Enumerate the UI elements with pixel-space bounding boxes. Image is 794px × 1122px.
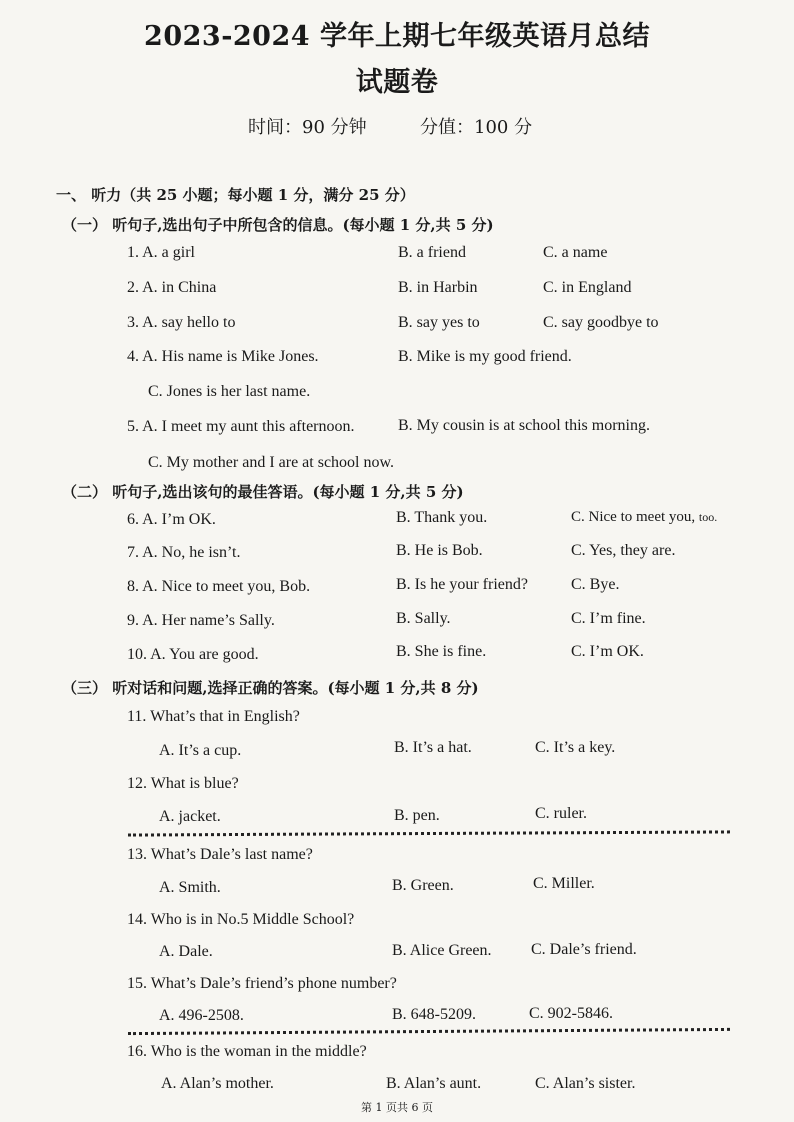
q7-option-a: 7. A. No, he isn’t. [127,544,241,561]
part-heading-listening: 一、 听力（共 25 小题；每小题 1 分，满分 25 分） [56,186,415,204]
q5-option-a: 5. A. I meet my aunt this afternoon. [127,418,355,435]
q4-option-b: B. Mike is my good friend. [398,348,572,365]
q10-option-b: B. She is fine. [396,643,487,660]
q15-option-c: C. 902-5846. [529,1005,613,1022]
q15-option-b: B. 648-5209. [392,1006,476,1023]
fold-line-1 [128,830,730,836]
fold-line-2 [128,1028,730,1035]
q13-option-b: B. Green. [392,877,454,894]
q13-option-c: C. Miller. [533,875,595,892]
q1-option-b: B. a friend [398,244,466,261]
q14-stem: 14. Who is in No.5 Middle School? [127,911,355,928]
q11-option-c: C. It’s a key. [535,739,616,756]
q3-option-a: 3. A. say hello to [127,314,236,331]
q13-stem: 13. What’s Dale’s last name? [127,846,313,863]
q13-option-a: A. Smith. [159,879,221,896]
q4-option-a: 4. A. His name is Mike Jones. [127,348,319,365]
exam-title: 2023-2024 学年上期七年级英语月总结 [144,21,650,52]
q6-option-c-text: C. Nice to meet you, [571,509,696,525]
q10-option-a: 10. A. You are good. [127,646,259,663]
q14-option-c: C. Dale’s friend. [531,941,637,958]
q4-option-c: C. Jones is her last name. [148,383,311,400]
q10-option-c: C. I’m OK. [571,643,644,660]
q14-option-a: A. Dale. [159,943,213,960]
q1-option-c: C. a name [543,244,608,261]
q6-option-c [571,509,717,526]
q12-option-c: C. ruler. [535,805,587,822]
page-number: 第 1 页共 6 页 [361,1101,433,1114]
q11-option-b: B. It’s a hat. [394,739,472,756]
q9-option-b: B. Sally. [396,610,451,627]
section-heading-2: （二） 听句子,选出该句的最佳答语。(每小题 1 分,共 5 分) [62,483,464,501]
section-heading-3: （三） 听对话和问题,选择正确的答案。(每小题 1 分,共 8 分) [62,679,479,697]
q11-option-a: A. It’s a cup. [159,742,242,759]
q12-option-b: B. pen. [394,807,440,824]
q14-option-b: B. Alice Green. [392,942,492,959]
q16-option-c: C. Alan’s sister. [535,1075,636,1092]
q8-option-a: 8. A. Nice to meet you, Bob. [127,578,311,595]
q6-option-a: 6. A. I’m OK. [127,511,216,528]
q5-option-c: C. My mother and I are at school now. [148,454,395,471]
exam-subtitle: 试题卷 [355,67,439,98]
q11-stem: 11. What’s that in English? [127,708,300,725]
time-info: 时间：90 分钟 [248,117,367,138]
q15-stem: 15. What’s Dale’s friend’s phone number? [127,975,397,992]
q3-option-b: B. say yes to [398,314,480,331]
q7-option-c: C. Yes, they are. [571,542,676,559]
q5-option-b: B. My cousin is at school this morning. [398,417,650,434]
q2-option-a: 2. A. in China [127,279,217,296]
q6-option-b: B. Thank you. [396,509,488,526]
q3-option-c: C. say goodbye to [543,314,659,331]
q16-option-b: B. Alan’s aunt. [386,1075,482,1092]
q8-option-c: C. Bye. [571,576,620,593]
q6-option-c-tail: too. [698,510,718,524]
q2-option-c: C. in England [543,279,632,296]
q15-option-a: A. 496-2508. [159,1007,244,1024]
section-heading-1: （一） 听句子,选出句子中所包含的信息。(每小题 1 分,共 5 分) [62,216,494,234]
q9-option-c: C. I’m fine. [571,610,646,627]
q16-option-a: A. Alan’s mother. [161,1075,274,1092]
q1-option-a: 1. A. a girl [127,244,195,261]
q16-stem: 16. Who is the woman in the middle? [127,1043,367,1060]
q2-option-b: B. in Harbin [398,279,478,296]
q8-option-b: B. Is he your friend? [396,576,528,593]
q7-option-b: B. He is Bob. [396,542,483,559]
q12-option-a: A. jacket. [159,808,221,825]
q9-option-a: 9. A. Her name’s Sally. [127,612,275,629]
q12-stem: 12. What is blue? [127,775,239,792]
score-info: 分值：100 分 [420,117,533,138]
